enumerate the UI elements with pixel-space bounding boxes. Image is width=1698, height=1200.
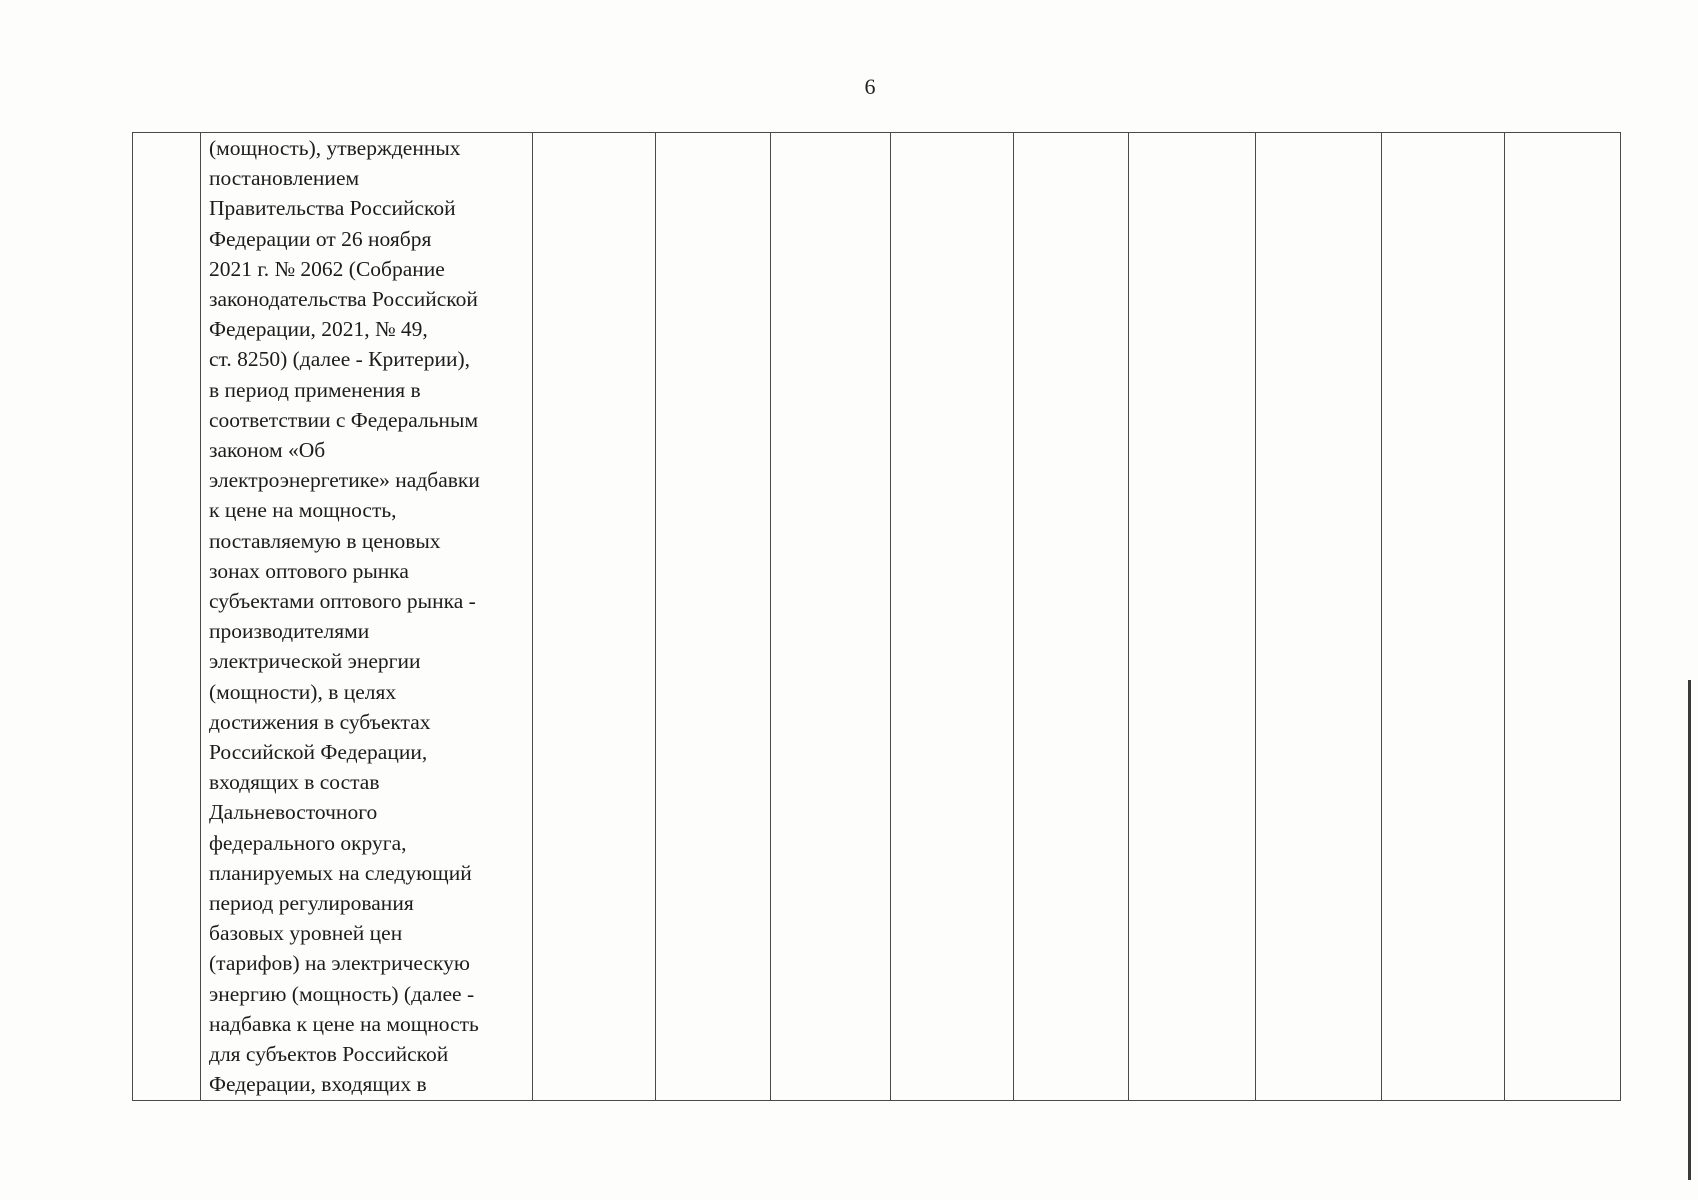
text-line: Федерации, входящих в: [209, 1072, 427, 1097]
continuation-table: [132, 132, 1621, 1101]
row-number-cell: [133, 133, 201, 1101]
text-line: входящих в состав: [209, 770, 380, 795]
description-text: [201, 133, 532, 1100]
text-line: для субъектов Российской: [209, 1042, 449, 1067]
text-line: (мощности), в целях: [209, 679, 397, 704]
text-line: соответствии с Федеральным: [209, 407, 479, 432]
description-cell: [201, 133, 533, 1101]
text-line: период регулирования: [209, 891, 414, 916]
text-line: Правительства Российской: [209, 196, 456, 221]
text-line: постановлением: [209, 166, 360, 191]
text-line: достижения в субъектах: [209, 709, 431, 734]
text-line: федерального округа,: [209, 830, 407, 855]
text-line: производителями: [209, 619, 370, 644]
text-line: Федерации, 2021, № 49,: [209, 317, 428, 342]
table-row: [133, 133, 1621, 1101]
text-line: электрической энергии: [209, 649, 421, 674]
text-line: базовых уровней цен: [209, 921, 403, 946]
scan-edge-mark: [1688, 680, 1691, 1180]
value-cell-9: [1505, 133, 1621, 1101]
value-cell-7: [1256, 133, 1382, 1101]
text-line: субъектами оптового рынка -: [209, 589, 476, 614]
text-line: надбавка к цене на мощность: [209, 1011, 479, 1036]
text-line: ст. 8250) (далее - Критерии),: [209, 347, 470, 372]
value-cell-4: [891, 133, 1014, 1101]
value-cell-6: [1129, 133, 1256, 1101]
text-line: законом «Об: [209, 438, 326, 463]
value-cell-8: [1382, 133, 1505, 1101]
text-line: электроэнергетике» надбавки: [209, 468, 480, 493]
text-line: планируемых на следующий: [209, 860, 472, 885]
value-cell-2: [656, 133, 771, 1101]
text-line: энергию (мощность) (далее -: [209, 981, 475, 1006]
page-number: 6: [864, 74, 876, 99]
text-line: к цене на мощность,: [209, 498, 397, 523]
text-line: законодательства Российской: [209, 287, 478, 312]
text-line: Дальневосточного: [209, 800, 378, 825]
value-cell-3: [771, 133, 891, 1101]
text-line: 2021 г. № 2062 (Собрание: [209, 256, 445, 281]
value-cell-1: [533, 133, 656, 1101]
text-line: Российской Федерации,: [209, 740, 428, 765]
value-cell-5: [1014, 133, 1129, 1101]
text-line: (тарифов) на электрическую: [209, 951, 470, 976]
text-line: зонах оптового рынка: [209, 558, 409, 583]
text-line: Федерации от 26 ноября: [209, 226, 432, 251]
text-line: (мощность), утвержденных: [209, 136, 461, 160]
text-line: поставляемую в ценовых: [209, 528, 441, 553]
text-line: в период применения в: [209, 377, 421, 402]
